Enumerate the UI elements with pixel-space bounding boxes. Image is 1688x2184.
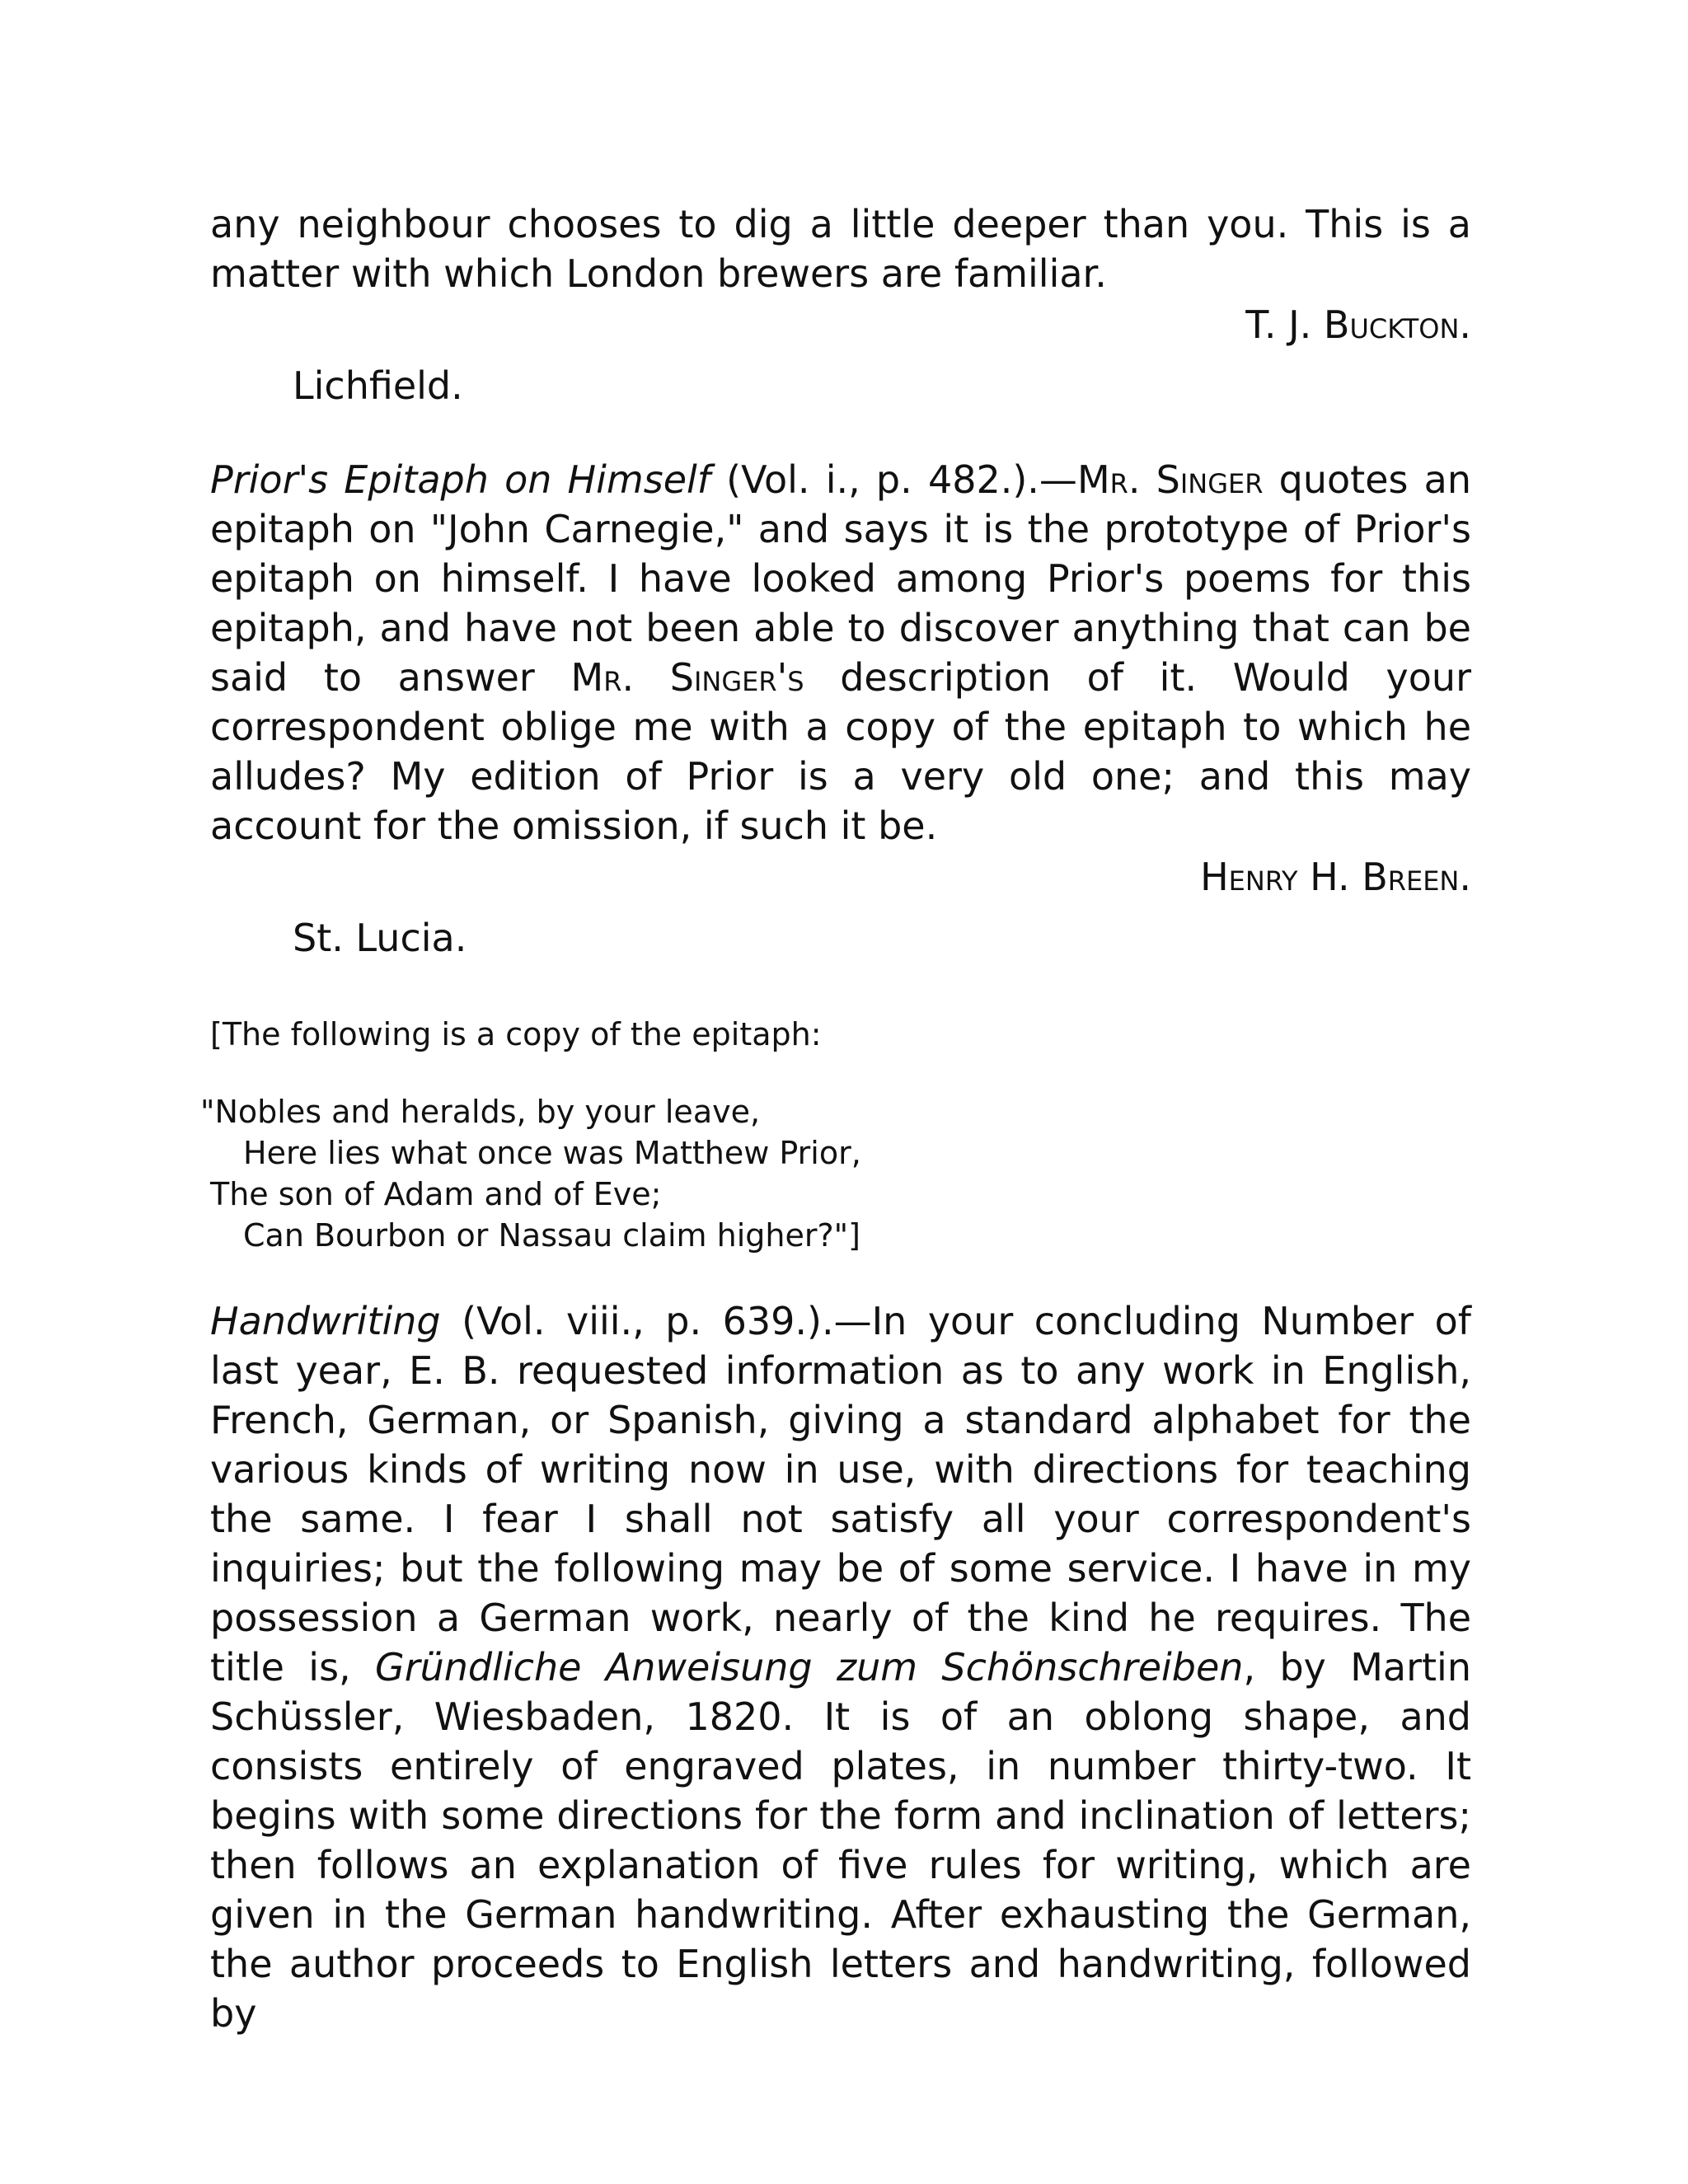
handwriting-text-2: , by Martin Schüssler, Wiesbaden, 1820. It is of an oblong shape, and consists entirely of engraved plates, in number thirty-two. It begins with some directions for the form and inclination of letters; then follows an explanation of five rules for writing, which are given in the German handwriting. After exhausting the German, the author proceeds to English letters and handwriting, followed by [210, 1645, 1471, 2036]
prior-epitaph-text-1: quotes an epitaph on "John Carnegie," and says it is the prototype of Prior's epitaph on himself. I have looked among Prior's poems for this epitaph, and have not been able to discover anything that can be said to answer [210, 457, 1472, 700]
continuation-paragraph: any neighbour chooses to dig a little deeper than you. This is a matter with which London brewers are familiar. [210, 202, 1471, 296]
handwriting-paragraph [210, 1296, 1471, 2038]
prior-epitaph-text-2: description of it. Would your correspondent oblige me with a copy of the epitaph to which he alludes? My edition of Prior is a very old one; and this may account for the omission, if such it be. [210, 655, 1471, 848]
poem-line: The son of Adam and of Eve; [210, 1176, 662, 1212]
epitaph-poem [200, 1091, 1471, 1256]
prior-epitaph-ref: (Vol. i., p. 482.).— [710, 457, 1077, 502]
place-st-lucia: St. Lucia. [293, 916, 467, 960]
prior-epitaph-section [210, 455, 1471, 963]
signature-buckton: T. J. Buckton. [1245, 302, 1471, 347]
place-lichfield: Lichfield. [293, 363, 463, 408]
signature-breen: Henry H. Breen. [1200, 855, 1471, 899]
poem-line: Can Bourbon or Nassau claim higher?"] [243, 1217, 860, 1254]
continuation-section [210, 199, 1471, 410]
prior-epitaph-title: Prior's Epitaph on Himself [210, 457, 710, 502]
handwriting-text-1: In your concluding Number of last year, E. B. requested information as to any work in English, French, German, or Spanish, giving a standard alphabet for the various kinds of writing now in use, with directions for teaching the same. I fear I shall not satisfy all your correspondent's inquiries; but the following may be of some service. I have in my possession a German work, nearly of the kind he requires. The title is, [210, 1299, 1471, 1690]
poem-line: Here lies what once was Matthew Prior, [243, 1135, 861, 1171]
editor-note-intro: [The following is a copy of the epitaph: [210, 1016, 822, 1052]
name-mr-singer: Mr. Singer [1076, 457, 1264, 502]
book-title: Gründliche Anweisung zum Schönschreiben [375, 1645, 1244, 1690]
editor-note [200, 1014, 1471, 1256]
poem-line: "Nobles and heralds, by your leave, [200, 1094, 761, 1130]
handwriting-title: Handwriting [210, 1299, 441, 1343]
name-mr-singers: Mr. Singer's [570, 655, 804, 700]
handwriting-section [210, 1296, 1471, 2038]
prior-epitaph-paragraph [210, 455, 1471, 851]
handwriting-ref: (Vol. viii., p. 639.).— [440, 1299, 872, 1343]
